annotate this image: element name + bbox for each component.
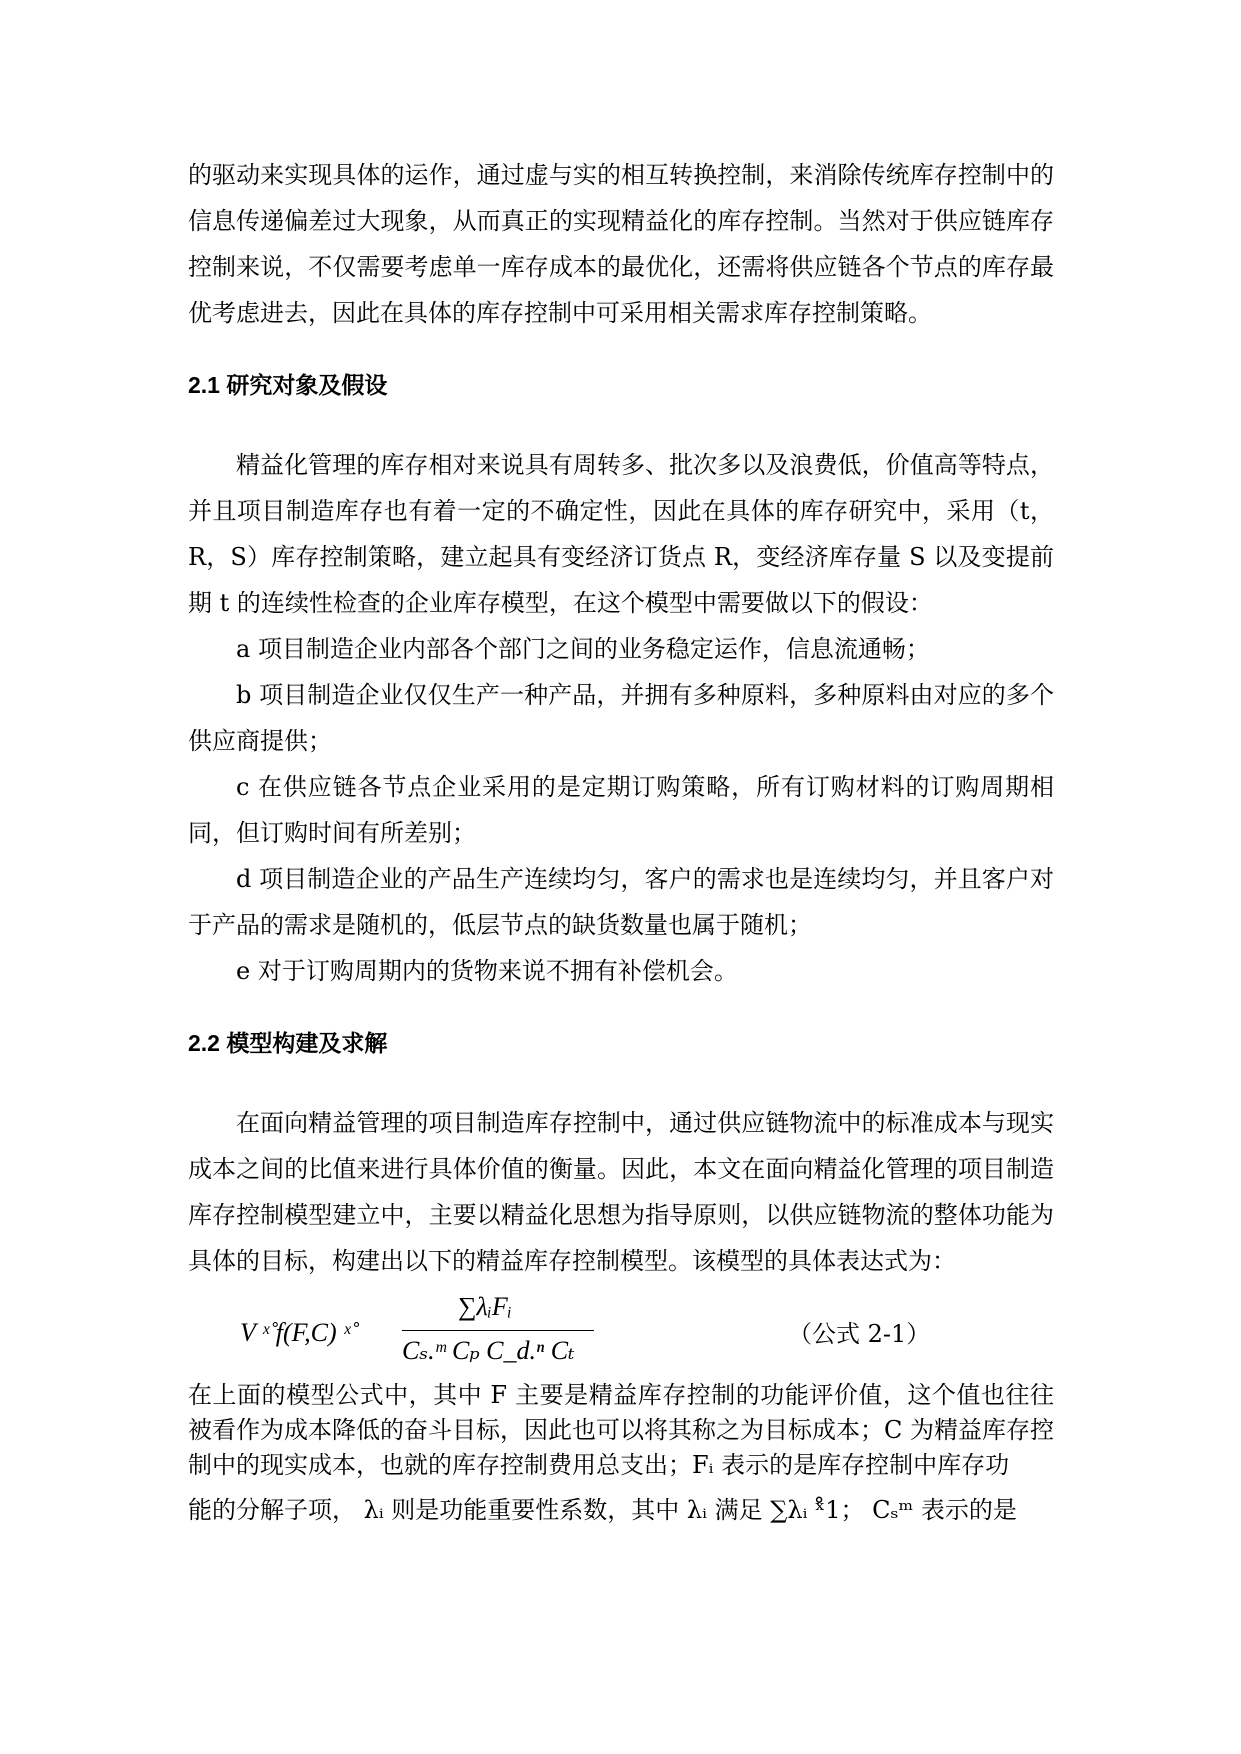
document-page xyxy=(188,152,1054,1533)
formula-2-1 xyxy=(188,1286,1054,1378)
section-2-1-paragraph: 精益化管理的库存相对来说具有周转多、批次多以及浪费低，价值高等特点，并且项目制造库存也有着一定的不确定性，因此在具体的库存研究中，采用（t，R，S）库存控制策略，建立起具有变经济订货点 R，变经济库存量 S 以及变提前期 t 的连续性检查的企业库存模型，在这个模型中需要做以下的假设： xyxy=(188,451,1054,617)
formula-denominator: Cₛ.ᵐ Cₚ C_d.ⁿ Cₜ xyxy=(402,1336,575,1365)
assumption-e: e 对于订购周期内的货物来说不拥有补偿机会。 xyxy=(236,957,738,985)
assumption-b: b 项目制造企业仅仅生产一种产品，并拥有多种原料，多种原料由对应的多个供应商提供； xyxy=(188,681,1054,755)
formula-explanation-last-line: 能的分解子项， λᵢ 则是功能重要性系数，其中 λᵢ 满足 ∑λᵢ ˣ̊1； Cₛᵐ 表示的是 xyxy=(188,1496,1017,1524)
assumption-d: d 项目制造企业的产品生产连续均匀，客户的需求也是连续均匀，并且客户对于产品的需求是随机的，低层节点的缺货数量也属于随机； xyxy=(188,865,1054,939)
intro-paragraph: 的驱动来实现具体的运作，通过虚与实的相互转换控制，来消除传统库存控制中的信息传递偏差过大现象，从而真正的实现精益化的库存控制。当然对于供应链库存控制来说，不仅需要考虑单一库存成本的最优化，还需将供应链各个节点的库存最优考虑进去，因此在具体的库存控制中可采用相关需求库存控制策略。 xyxy=(188,161,1054,327)
section-2-2-paragraph: 在面向精益管理的项目制造库存控制中，通过供应链物流中的标准成本与现实成本之间的比值来进行具体价值的衡量。因此，本文在面向精益化管理的项目制造库存控制模型建立中，主要以精益化思想为指导原则，以供应链物流的整体功能为具体的目标，构建出以下的精益库存控制模型。该模型的具体表达式为： xyxy=(188,1109,1054,1275)
formula-fraction xyxy=(402,1292,594,1378)
formula-explanation: 在上面的模型公式中，其中 F 主要是精益库存控制的功能评价值，这个值也往往被看作为成本降低的奋斗目标，因此也可以将其称之为目标成本；C 为精益库存控制中的现实成本，也就的库存控制费用总支出；Fᵢ 表示的是库存控制中库存功 xyxy=(188,1381,1054,1479)
formula-label: （公式 2-1） xyxy=(788,1320,931,1348)
formula-lhs: V ˣ̊ f(F,C) ˣ̊ xyxy=(240,1318,351,1347)
formula-numerator: ∑λᵢFᵢ xyxy=(458,1292,512,1321)
assumption-c: c 在供应链各节点企业采用的是定期订购策略，所有订购材料的订购周期相同，但订购时间有所差别； xyxy=(188,773,1054,847)
fraction-bar xyxy=(402,1330,594,1331)
section-heading-2-1: 2.1 研究对象及假设 xyxy=(188,372,388,398)
section-heading-2-2: 2.2 模型构建及求解 xyxy=(188,1030,388,1056)
assumption-a: a 项目制造企业内部各个部门之间的业务稳定运作，信息流通畅； xyxy=(236,635,930,663)
